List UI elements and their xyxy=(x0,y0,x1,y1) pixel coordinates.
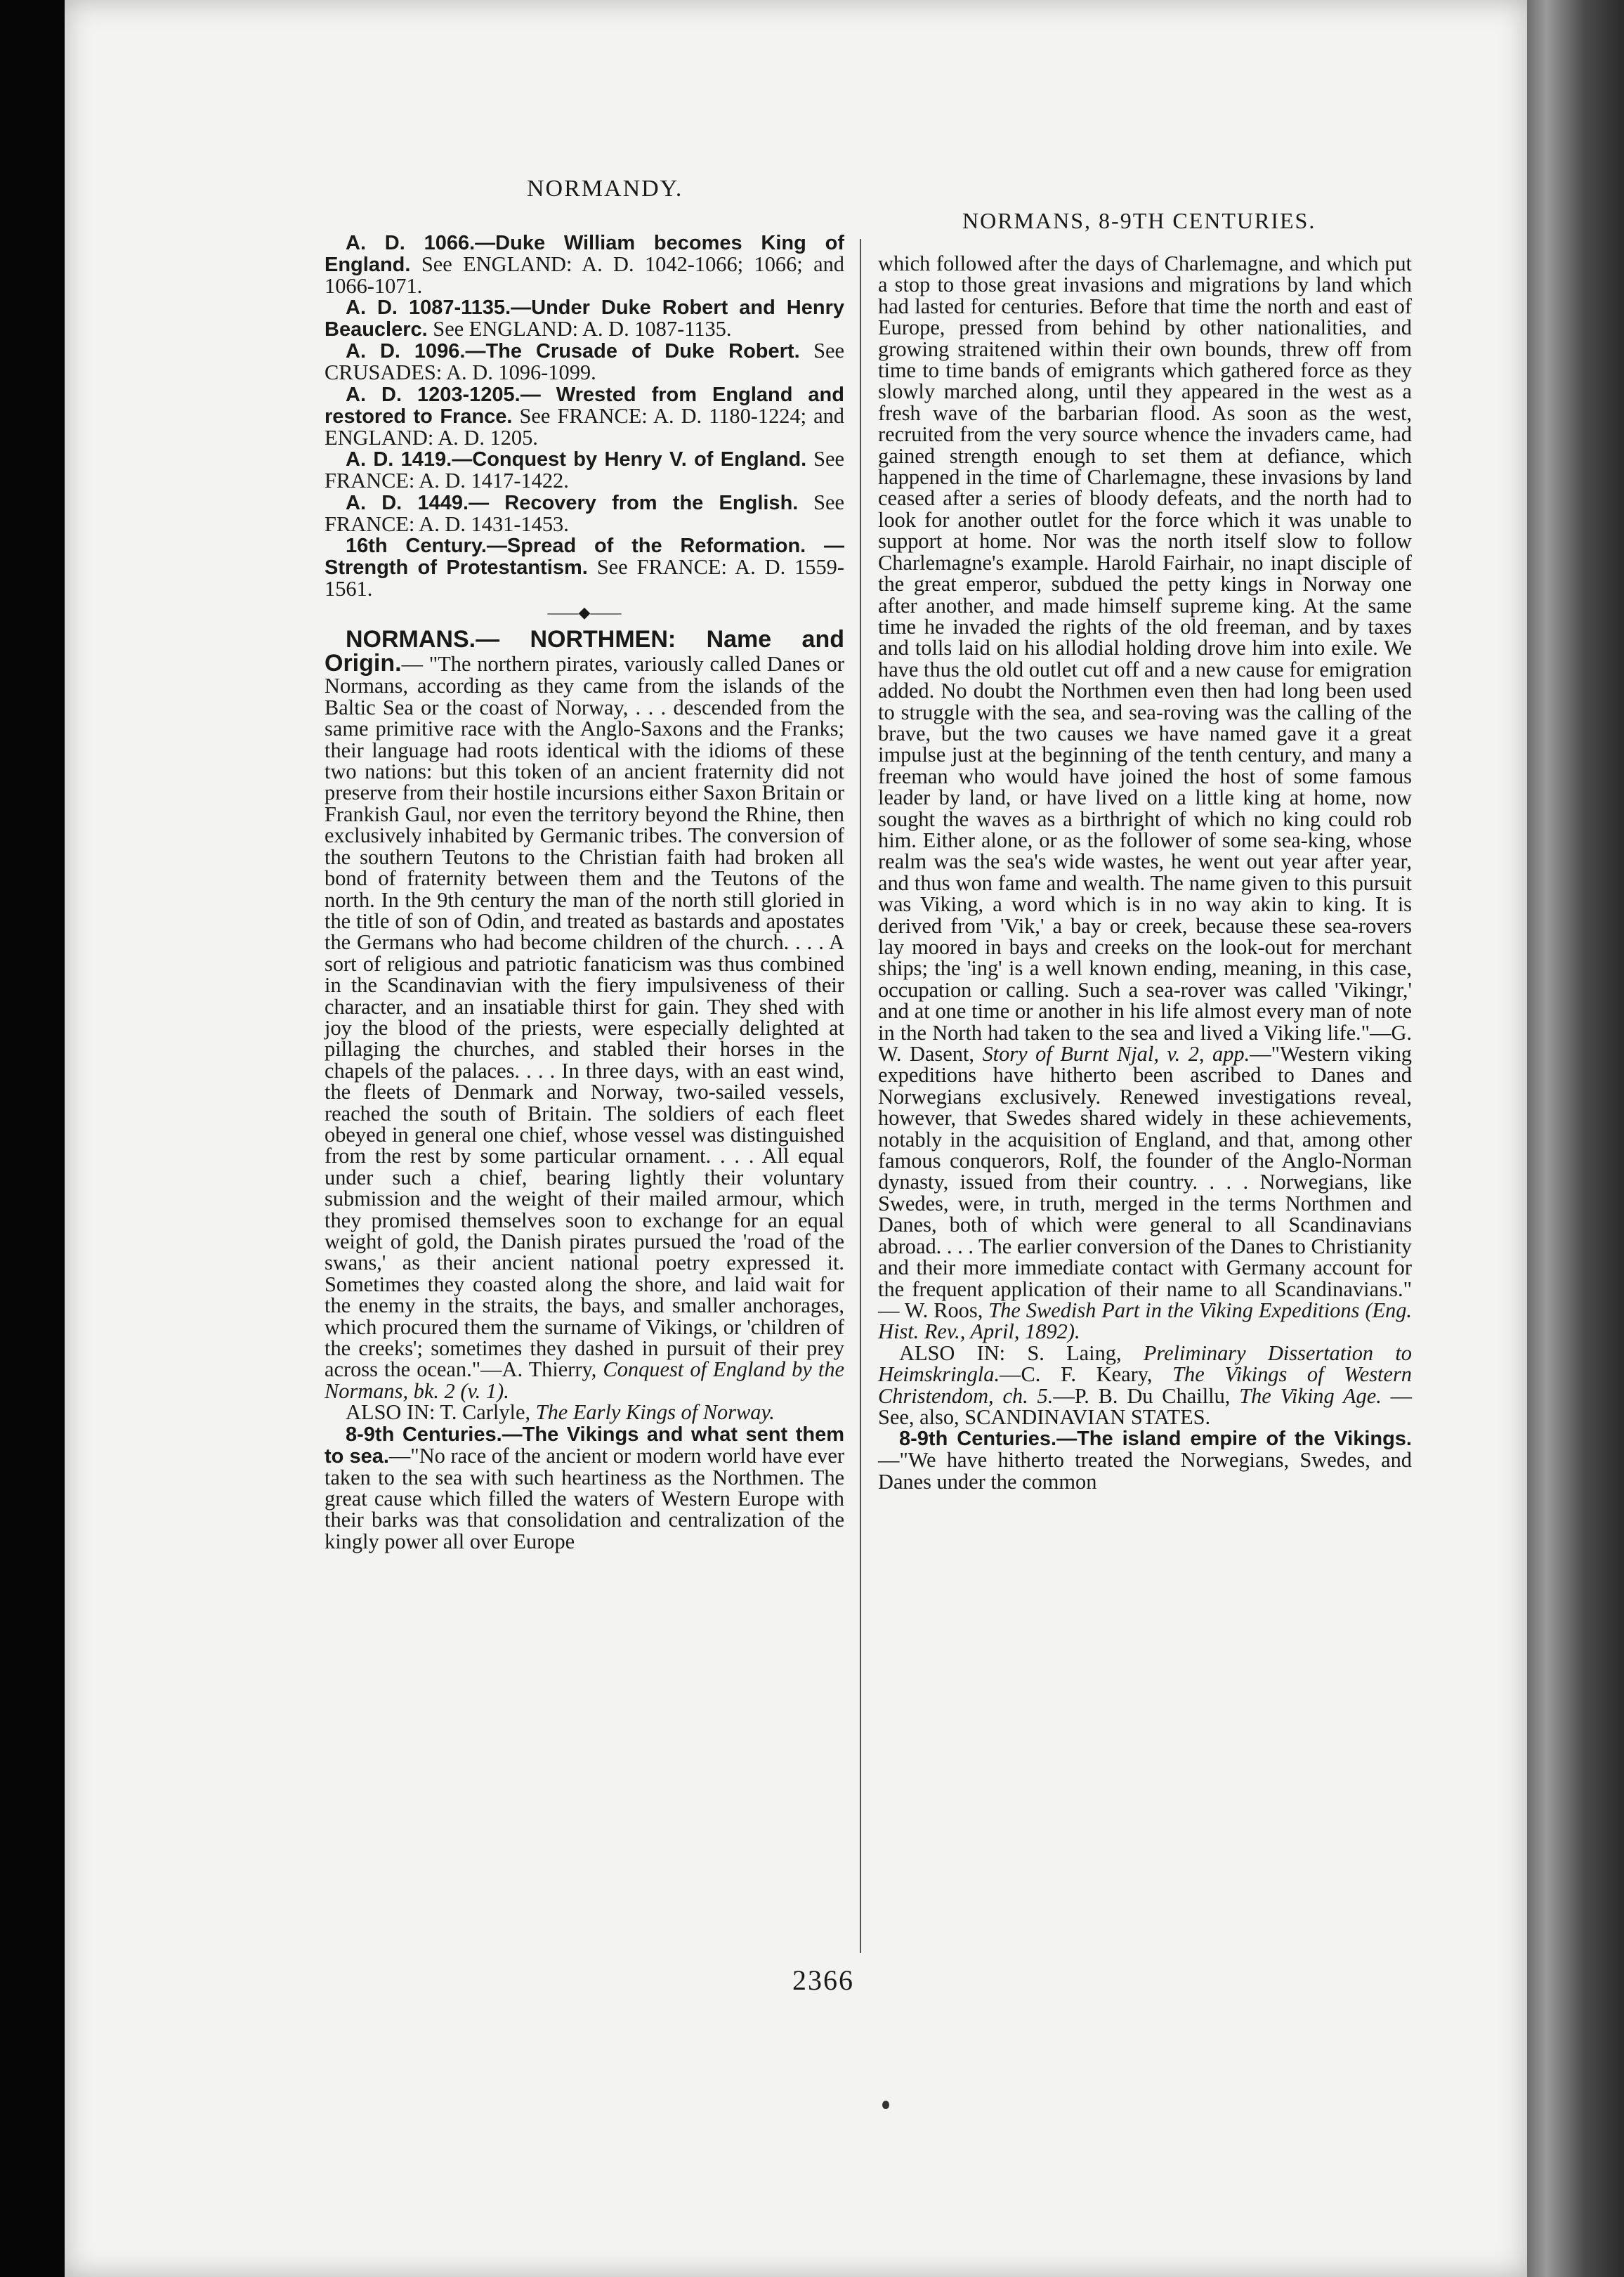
running-head-right: NORMANS, 8-9TH CENTURIES. xyxy=(962,208,1316,233)
running-head-left: NORMANDY. xyxy=(527,176,683,202)
island-empire-entry: 8-9th Centuries.—The island empire of the Vikings.—"We have hitherto treated the Norwegians, Swedes, and Danes under the common xyxy=(878,1428,1412,1494)
also-in-carlyle: ALSO IN: T. Carlyle, The Early Kings of Norway. xyxy=(346,1400,775,1425)
also-in-laing: ALSO IN: S. Laing, Preliminary Dissertation to Heimskringla.—C. F. Keary, The Vikings of Western Christendom, ch. 5.—P. B. Du Chaillu, The Viking Age. — See, also, SCANDINAVIAN STATES. xyxy=(878,1340,1413,1429)
entry-1087: A. D. 1087-1135.—Under Duke Robert and Henry Beauclerc. See ENGLAND: A. D. 1087-1135. xyxy=(325,296,844,341)
entry-1419: A. D. 1419.—Conquest by Henry V. of England. See FRANCE: A. D. 1417-1422. xyxy=(325,447,844,493)
normans-entry: NORMANS.— NORTHMEN: Name and Origin.— "The northern pirates, variously called Danes or Normans, according as they came from the islands of the Baltic Sea or the coast of Norway, . . . descended from the same primitive race with the Anglo-Saxons and the Franks; their language had roots identical with the idioms of these two nations: but this token of an ancient fraternity did not preserve from their hostile incursions either Saxon Britain or Frankish Gaul, nor even the territory beyond the Rhine, then exclusively inhabited by Germanic tribes. The conversion of the southern Teutons to the Christian faith had broken all bond of fraternity between them and the Teutons of the north. In the 9th century the man of the north still gloried in the title of son of Odin, and treated as bastards and apostates the Germans who had become children of the church. . . . A sort of religious and patriotic fanaticism was thus combined in the Scandinavian with the fiery impulsiveness of their character, and an insatiable thirst for gain. They shed with joy the blood of the priests, were especially delighted at pillaging the churches, and stabled their horses in the chapels of the palaces. . . . In three days, with an east wind, the fleets of Denmark and Norway, two-sailed vessels, reached the south of Britain. The soldiers of each fleet obeyed in general one chief, whose vessel was distinguished from the rest by some particular ornament. . . . All equal under such a chief, bearing lightly their voluntary submission and the weight of their mailed armour, which they promised themselves soon to exchange for an equal weight of gold, the Danish pirates pursued the 'road of the swans,' as their ancient national poetry expressed it. Sometimes they coasted along the shore, and laid wait for the enemy in the straits, the bays, and smaller anchorages, which procured them the surname of Vikings, or 'children of the creeks'; sometimes they dashed in pursuit of their prey across the ocean."—A. Thierry, Conquest of England by the Normans, bk. 2 (v. 1). xyxy=(325,626,845,1403)
section-ornament: ——◆—— xyxy=(547,603,622,622)
entry-16th-century: 16th Century.—Spread of the Reformation. —Strength of Protestantism. See FRANCE: A. D. 1559-1561. xyxy=(325,535,844,601)
vikings-continuation: which followed after the days of Charlemagne, and which put a stop to those great invasions and migrations by land which had lasted for centuries. Before that time the north and east of Europe, pressed from behind by other nationalities, and growing straitened within their own bounds, threw off from time to time bands of emigrants which gathered force as they slowly marched along, until they appeared in the west as a fresh wave of the barbarian flood. As soon as the west, recruited from the very source whence the invaders came, had gained strength enough to set them at defiance, which happened in the time of Charlemagne, these invasions by land ceased after a series of bloody defeats, and the north had to look for another outlet for the force which it was unable to support at home. Nor was the north itself slow to follow Charlemagne's example. Harold Fairhair, no inapt disciple of the great emperor, subdued the petty kings in Norway one after another, and made himself supreme king. At the same time he invaded the rights of the old freeman, and by taxes and tolls laid on his allodial holding drove him into exile. We have thus the old outlet cut off and a new cause for emigration added. No doubt the Northmen even then had long been used to struggle with the sea, and sea-roving was the calling of the brave, but the two causes we have named gave it a great impulse just at the beginning of the tenth century, and many a freeman who would have joined the host of some famous leader by land, or have lived on a little king at home, now sought the waves as a birthright of which no king could rob him. Either alone, or as the follower of some sea-king, whose realm was the sea's wide wastes, he went out year after year, and thus won fame and wealth. The name given to this pursuit was Viking, a word which is in no way akin to king. It is derived from 'Vik,' a bay or creek, because these sea-rovers lay moored in bays and creeks on the look-out for merchant ships; the 'ing' is a well known ending, meaning, in this case, occupation or calling. Such a sea-rover was called 'Vikingr,' and at one time or another in his life almost every man of note in the North had taken to the sea and lived a Viking life."—G. W. Dasent, Story of Burnt Njal, v. 2, app.—"Western viking expeditions have hitherto been ascribed to Danes and Norwegians exclusively. Renewed investigations reveal, however, that Swedes shared widely in these achievements, notably in the acquisition of England, and that, among other famous conquerors, Rolf, the founder of the Anglo-Norman dynasty, issued from their country. . . . Norwegians, like Swedes, were, in truth, merged in the terms Northmen and Danes, both of which were general to all Scandinavians abroad. . . . The earlier conversion of the Danes to Christianity and their more immediate contact with Germany account for the frequent application of their name to all Scandinavians." — W. Roos, The Swedish Part in the Viking Expeditions (Eng. Hist. Rev., April, 1892). xyxy=(878,252,1412,1344)
normans-heading: NORMANS.— NORTHMEN: Name and Origin. xyxy=(325,626,844,677)
scan-speck xyxy=(882,2101,889,2109)
entry-1066: A. D. 1066.—Duke William becomes King of England. See ENGLAND: A. D. 1042-1066; 1066; and 1066-1071. xyxy=(325,232,845,298)
entry-1449: A. D. 1449.— Recovery from the English. See FRANCE: A. D. 1431-1453. xyxy=(325,490,845,536)
right-column xyxy=(878,253,1412,1492)
page-number: 2366 xyxy=(792,1964,854,1996)
left-column xyxy=(325,232,844,1552)
vikings-entry: 8-9th Centuries.—The Vikings and what sent them to sea.—"No race of the ancient or modern world have ever taken to the sea with such heartiness as the Northmen. The great cause which filled the waters of Western Europe with their barks was that consolidation and centralization of the kingly power all over Europe xyxy=(325,1423,844,1553)
entry-1203: A. D. 1203-1205.— Wrested from England and restored to France. See FRANCE: A. D. 1180-1224; and ENGLAND: A. D. 1205. xyxy=(325,383,845,450)
entry-1096: A. D. 1096.—The Crusade of Duke Robert. See CRUSADES: A. D. 1096-1099. xyxy=(325,339,845,385)
page-edge xyxy=(1527,0,1624,2277)
column-divider xyxy=(860,239,861,1953)
